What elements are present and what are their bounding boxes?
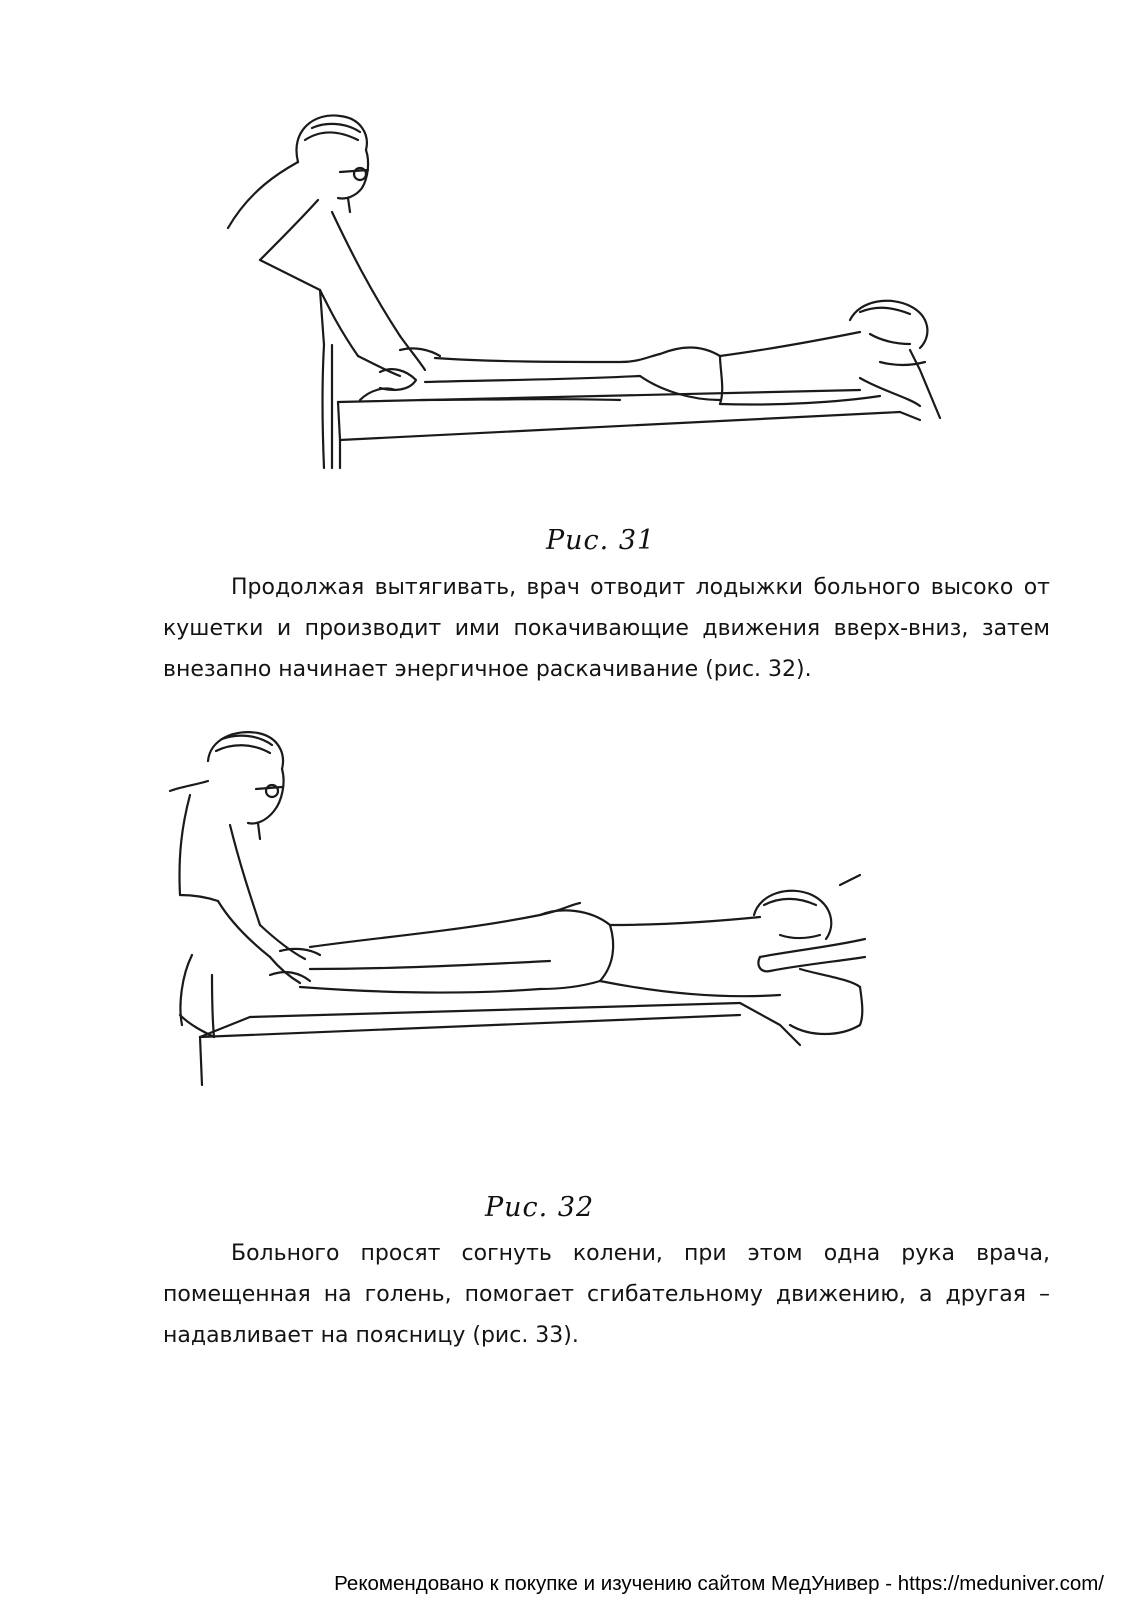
footer-recommendation: Рекомендовано к покупке и изучению сайтом МедУнивер - https://meduniver.com/ <box>334 1572 1104 1595</box>
paragraph-1: Продолжая вытягивать, врач отводит лодыжки больного высоко от кушетки и производит ими покачивающие движения вверх-вниз, затем внезапно начинает энергичное раскачивание (рис. 32). <box>163 575 1050 682</box>
figure-31-caption: Рис. 31 <box>546 525 656 556</box>
figure-31-illustration <box>220 100 960 480</box>
paragraph-2: Больного просят согнуть колени, при этом одна рука врача, помещенная на голень, помогает сгибательному движению, а другая – надавливает на поясницу (рис. 33). <box>163 1241 1050 1348</box>
figure-32-illustration <box>160 725 880 1105</box>
figure-32-caption: Рис. 32 <box>485 1192 595 1223</box>
